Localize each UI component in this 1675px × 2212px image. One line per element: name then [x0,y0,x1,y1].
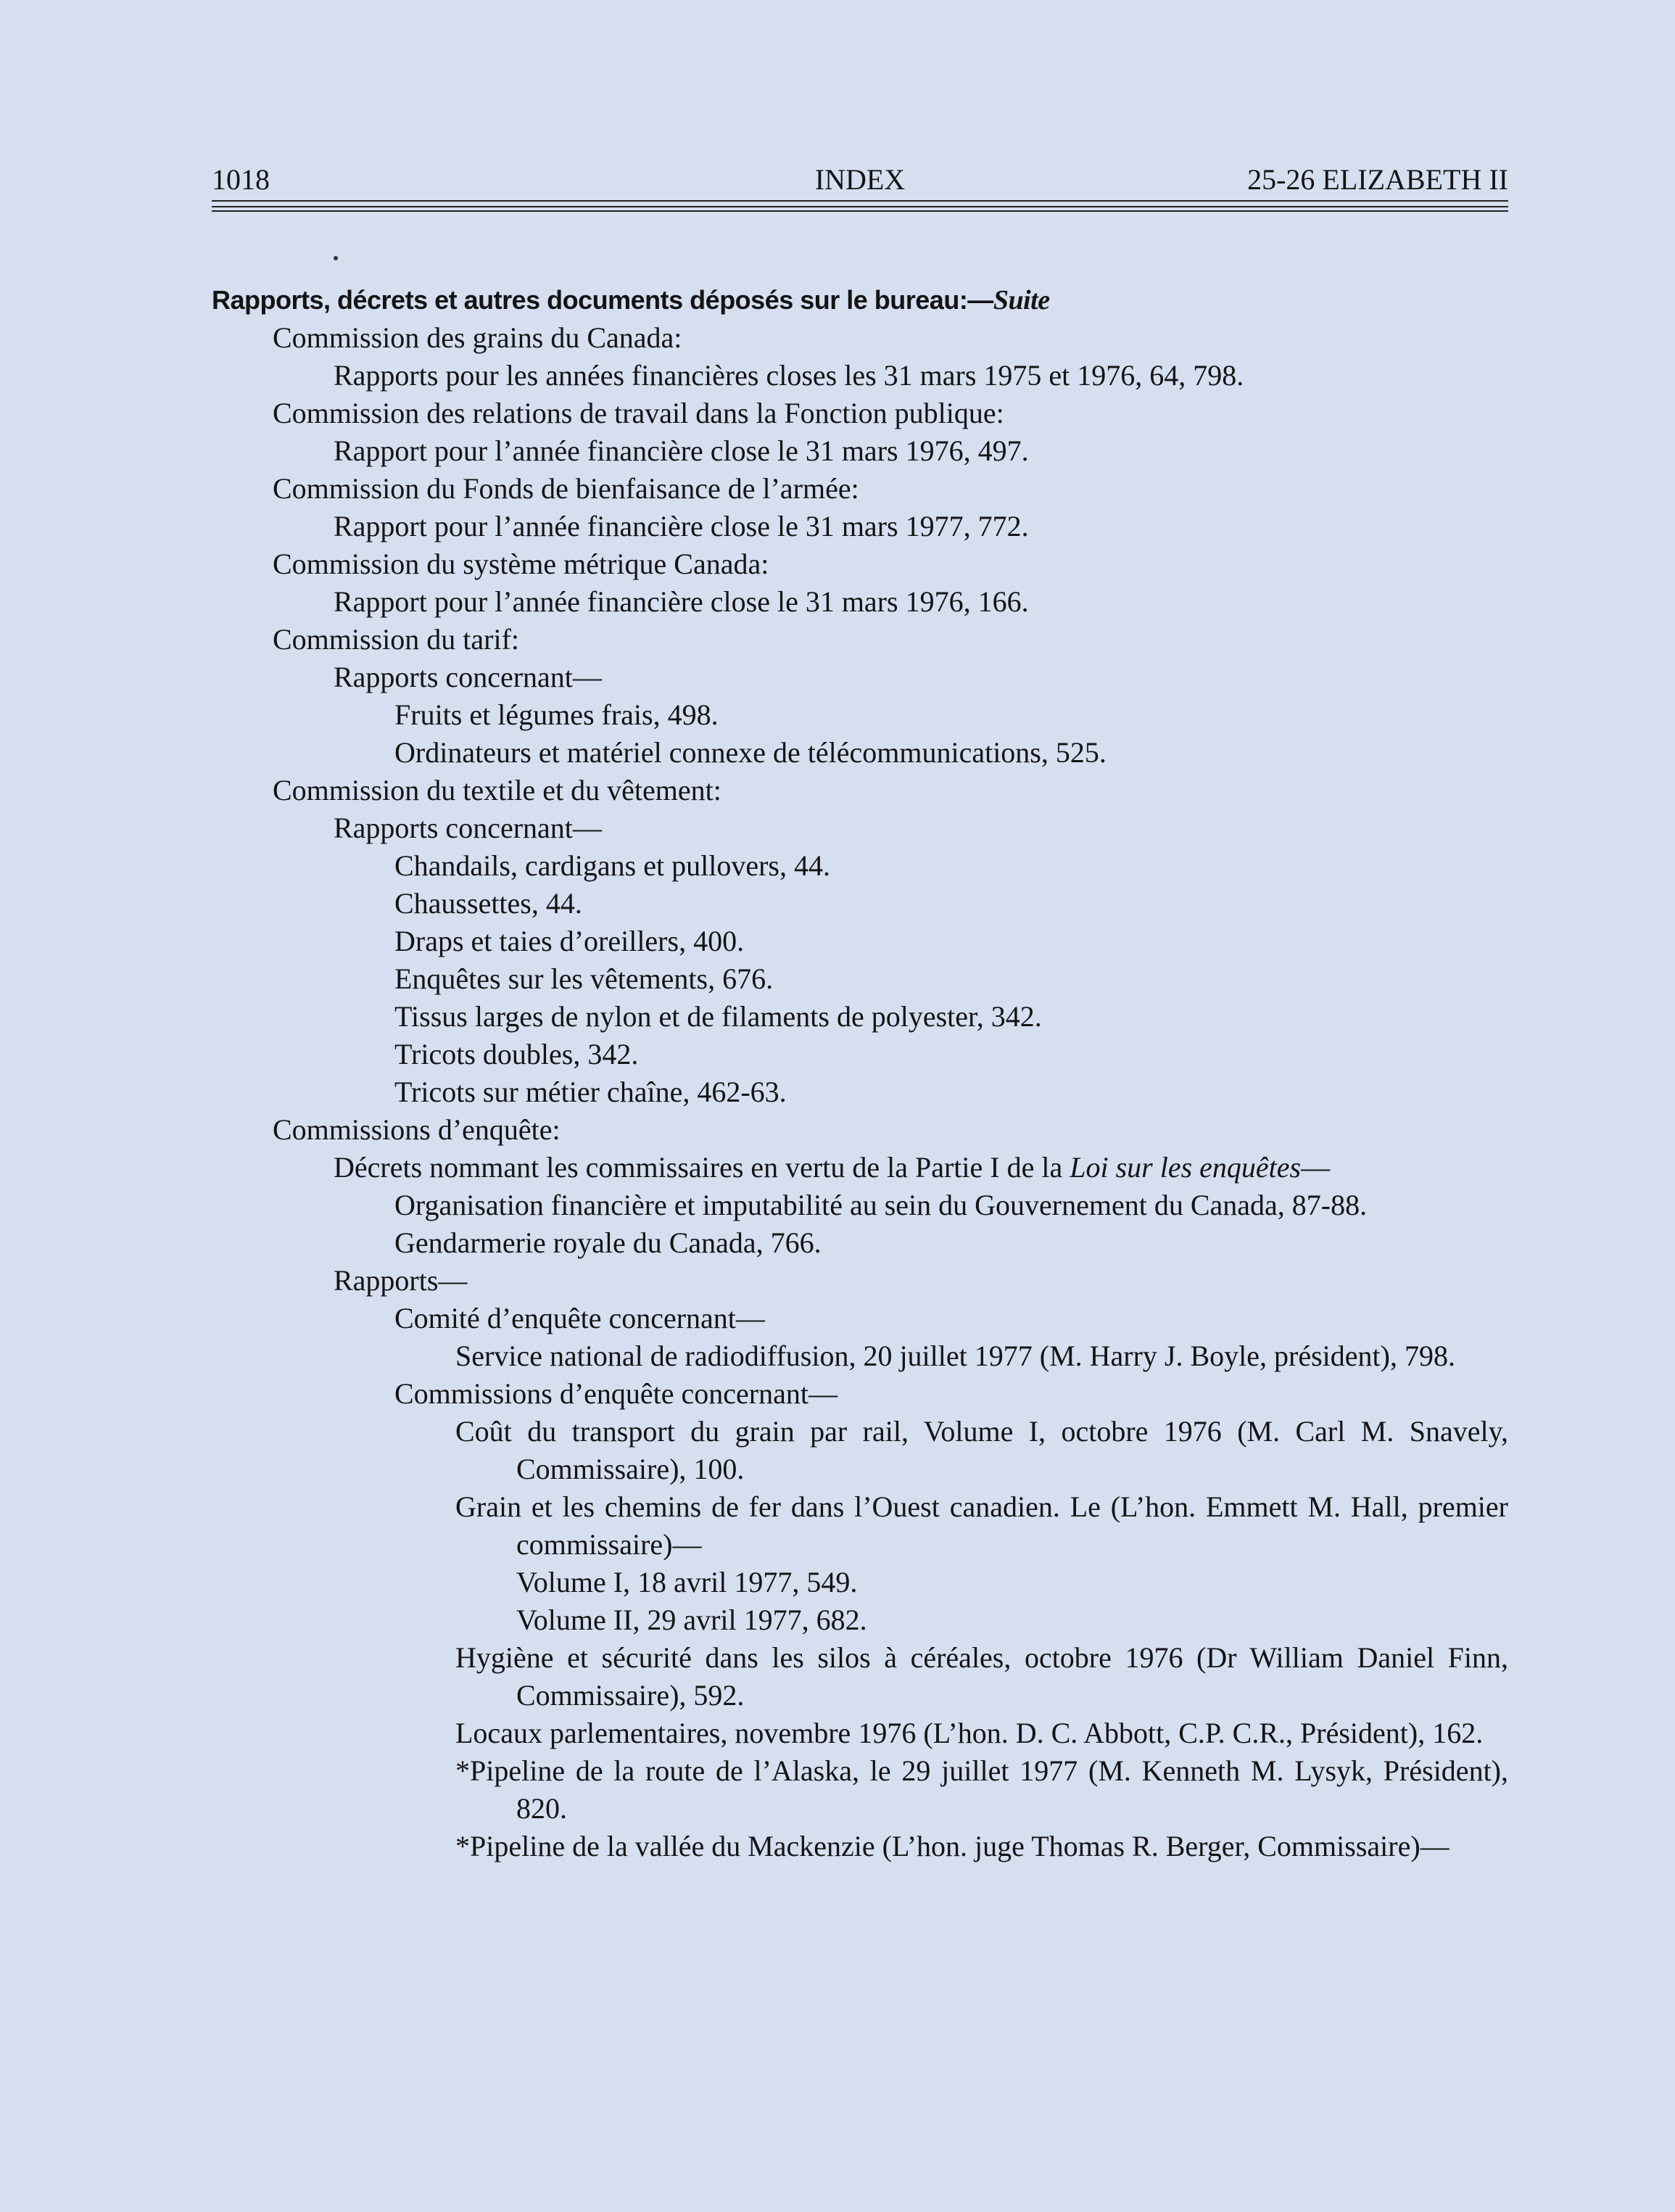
index-entry-text: Rapports concernant— [334,661,602,693]
index-entry-level-1 [212,621,1508,659]
index-entry-level-5 [212,1564,1508,1601]
index-entry-text: Commission du tarif: [273,623,519,656]
index-entry-text: Rapport pour l’année financière close le 31 mars 1977, 772. [334,510,1029,542]
index-entry-text: Commission du Fonds de bienfaisance de l’armée: [273,472,859,505]
index-entry-level-2 [212,508,1508,545]
index-entry-text: Coût du transport du grain par rail, Volume I, octobre 1976 (M. Carl M. Snavely, Commissaire), 100. [455,1415,1508,1485]
index-entry-level-2 [212,357,1508,395]
index-entry-level-2 [212,1149,1508,1187]
index-entry-level-3 [212,696,1508,734]
index-entry-text: Enquêtes sur les vêtements, 676. [394,962,774,995]
index-entry-text: Comité d’enquête concernant— [394,1302,765,1334]
index-entry-text: Rapports pour les années financières closes les 31 mars 1975 et 1976, 64, 798. [334,359,1244,392]
index-entry-text: Tricots doubles, 342. [394,1038,639,1070]
header-title: INDEX [814,163,906,196]
index-entry-text: *Pipeline de la route de l’Alaska, le 29 juillet 1977 (M. Kenneth M. Lysyk, Président), 820. [455,1754,1508,1825]
index-entry-level-1 [212,395,1508,432]
index-entry-level-3 [212,734,1508,772]
index-entry-text: Organisation financière et imputabilité au sein du Gouvernement du Canada, 87-88. [394,1189,1368,1221]
header-rule-bottom [212,210,1508,212]
index-entry-level-3 [212,885,1508,923]
index-entry-level-3 [212,1187,1508,1224]
index-entry-level-1 [212,319,1508,357]
page-header [212,161,1508,199]
index-entry-text: Ordinateurs et matériel connexe de télécommunications, 525. [394,736,1107,769]
index-entry-level-2 [212,432,1508,470]
index-entry-level-4 [212,1488,1508,1564]
index-entry-level-1 [212,1111,1508,1149]
index-entry-level-4 [212,1828,1508,1865]
index-entry-level-3 [212,998,1508,1036]
index-entry-text: Commission du textile et du vêtement: [273,774,721,806]
index-entry-level-3 [212,1375,1508,1413]
header-page-number: 1018 [212,163,270,196]
index-entry-level-1 [212,772,1508,809]
index-entry-text: Tissus larges de nylon et de filaments de polyester, 342. [394,1000,1042,1033]
index-entry-level-4 [212,1714,1508,1752]
index-entry-text: Volume I, 18 avril 1977, 549. [516,1566,858,1598]
index-entry-text: Chaussettes, 44. [394,887,582,920]
index-entry-level-2 [212,1262,1508,1300]
index-entry-level-3 [212,847,1508,885]
index-entry-level-4 [212,1413,1508,1488]
index-entry-text: Locaux parlementaires, novembre 1976 (L’hon. D. C. Abbott, C.P. C.R., Président), 162. [455,1717,1484,1749]
index-entry-level-3 [212,1224,1508,1262]
index-entry-text: Rapports— [334,1264,468,1297]
header-rule-middle [212,206,1508,207]
index-entry-text: Hygiène et sécurité dans les silos à céréales, octobre 1976 (Dr William Daniel Finn, Commissaire), 592. [455,1641,1508,1712]
index-entry-level-3 [212,960,1508,998]
index-entry-text: *Pipeline de la vallée du Mackenzie (L’hon. juge Thomas R. Berger, Commissaire)— [455,1830,1449,1862]
index-entry-suffix: — [1301,1151,1331,1184]
index-entry-text: Commission des relations de travail dans la Fonction publique: [273,397,1004,429]
index-entry-level-5 [212,1601,1508,1639]
index-entry-text: Tricots sur métier chaîne, 462-63. [394,1076,787,1108]
index-entry-text: Grain et les chemins de fer dans l’Ouest canadien. Le (L’hon. Emmett M. Hall, premier commissaire)— [455,1490,1508,1561]
index-entry-text: Service national de radiodiffusion, 20 juillet 1977 (M. Harry J. Boyle, président), 798. [455,1340,1455,1372]
section-heading [212,281,1508,319]
header-rule-top [212,200,1508,202]
header-volume: 25-26 ELIZABETH II [1247,163,1508,196]
index-entry-level-1 [212,470,1508,508]
section-heading-text: Rapports, décrets et autres documents déposés sur le bureau:— [212,285,993,315]
index-entry-text: Décrets nommant les commissaires en vertu de la Partie I de la [334,1151,1070,1184]
section-heading-suite: Suite [993,285,1050,315]
index-entry-text: Gendarmerie royale du Canada, 766. [394,1226,822,1259]
index-entry-text: Commissions d’enquête concernant— [394,1377,838,1410]
index-entry-level-3 [212,923,1508,960]
index-entry-text: Commissions d’enquête: [273,1113,561,1146]
index-entry-text: Fruits et légumes frais, 498. [394,698,719,731]
index-content [212,281,1508,1865]
index-entry-level-3 [212,1036,1508,1073]
index-entry-text: Commission du système métrique Canada: [273,548,769,580]
index-entry-level-1 [212,545,1508,583]
index-entry-level-2 [212,659,1508,696]
index-entry-text: Commission des grains du Canada: [273,321,682,354]
index-entry-level-2 [212,809,1508,847]
index-entry-text: Rapport pour l’année financière close le 31 mars 1976, 166. [334,585,1029,618]
index-entry-text: Rapport pour l’année financière close le 31 mars 1976, 497. [334,434,1029,467]
index-entry-level-4 [212,1752,1508,1828]
index-entry-text: Draps et taies d’oreillers, 400. [394,925,745,957]
index-entry-text: Chandails, cardigans et pullovers, 44. [394,849,830,882]
index-entry-italic-title: Loi sur les enquêtes [1070,1151,1302,1184]
index-entry-text: Rapports concernant— [334,812,602,844]
print-speck [334,256,338,260]
index-entry-level-4 [212,1337,1508,1375]
index-entry-level-3 [212,1300,1508,1337]
index-entry-level-4 [212,1639,1508,1714]
index-entry-text: Volume II, 29 avril 1977, 682. [516,1604,867,1636]
index-entry-level-3 [212,1073,1508,1111]
index-entry-level-2 [212,583,1508,621]
